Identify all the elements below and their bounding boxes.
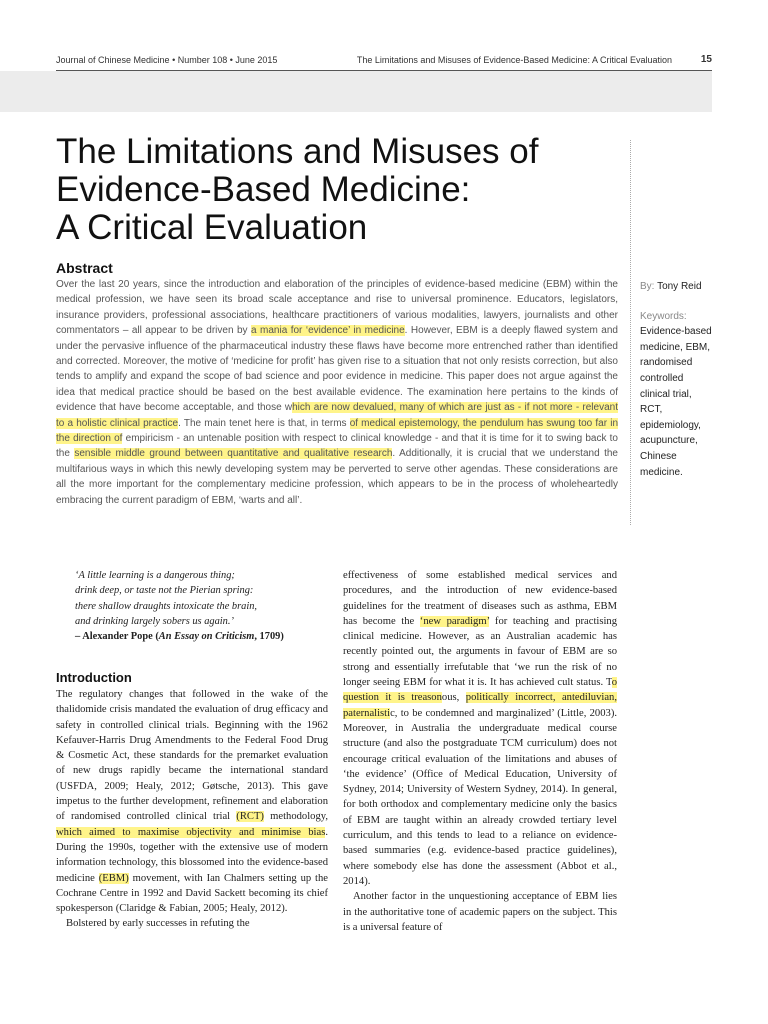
keyword-line: clinical trial, RCT, [640, 388, 692, 416]
keyword-line: acupuncture, [640, 435, 698, 447]
title-line: The Limitations and Misuses of [56, 132, 539, 171]
header-band [0, 71, 712, 112]
body-paragraph [343, 568, 617, 889]
quote-line: there shallow draughts intoxicate the brain, [75, 600, 258, 612]
text-highlight: politically incorrect, antediluvian, paternalisti [343, 692, 617, 719]
page-number: 15 [700, 54, 712, 65]
text-highlight: which aimed to maximise objectivity and minimise bias [56, 826, 326, 838]
epigraph-quote [75, 568, 337, 644]
text-run: movement, with Ian Chalmers setting up the Cochrane Centre in 1992 and David Sackett becoming its chief spokesperson (Claridge & Fabian, 2005; Healy, 2012). [56, 872, 328, 915]
abstract-highlight: hich are now devalued, many of which are just as - if not more - relevant to a holistic clinical practice [56, 402, 618, 429]
sidebar-divider [630, 140, 631, 525]
abstract-highlight: a mania for ‘evidence’ in medicine [251, 325, 405, 337]
keyword-line: Evidence-based [640, 326, 712, 338]
article-title [56, 133, 616, 247]
abstract-highlight: sensible middle ground between quantitative and qualitative research [74, 448, 393, 460]
journal-info: Journal of Chinese Medicine • Number 108 • June 2015 [56, 55, 278, 65]
author-name: Tony Reid [657, 281, 702, 292]
running-header [56, 54, 712, 68]
text-highlight: o question it is treason [343, 677, 617, 704]
attribution-suffix: , 1709) [254, 631, 284, 643]
text-run: . During the 1990s, together with the extensive use of modern information technology, this blossomed into the evidence-based medicine [56, 826, 328, 884]
abstract-segment: . The main tenet here is that, in terms [178, 417, 350, 429]
text-run: for teaching and practising clinical medicine. However, as an Australian academic has recently pointed out, the arguments in favour of EBM are so strong and essentially irrefutable that ‘we run the risk of no longer seeing EBM for what it is. It has achieved cult status. T [343, 615, 618, 689]
keywords-list [640, 324, 716, 480]
article-sidebar [640, 279, 716, 480]
abstract-highlight: of medical epistemology, the pendulum has swung too far in the direction of [56, 417, 619, 445]
intro-paragraph: Bolstered by early successes in refuting the [66, 918, 250, 930]
keywords-label: Keywords: [640, 310, 687, 322]
introduction-heading: Introduction [56, 670, 132, 685]
text-run: methodology, [263, 811, 329, 823]
right-column-body [343, 568, 617, 935]
abstract-segment: . Additionally, it is crucial that we understand the multifarious ways in which this newly developing system may be perverted to serve other agendas. These considerations are all the more important for the complementary medicine profession, which appears to be in the process of wholeheartedly embracing the current paradigm of EBM, ‘warts and all’. [56, 448, 618, 506]
attribution-prefix: – Alexander Pope ( [75, 631, 159, 643]
byline [640, 279, 716, 295]
keyword-line: controlled [640, 372, 684, 384]
left-column-body [56, 687, 328, 932]
text-run: The regulatory changes that followed in the wake of the thalidomide crisis mandated the evaluation of drug efficacy and safety in controlled clinical trials. Beginning with the 1962 Kefauver-Harris Drug Amendments to the Federal Food Drug & Cosmetic Act, these standards for the premarket evaluation of new drugs rapidly became the international standard (USFDA, 2009; Healy, 2012; Gøtsche, 2013). This gave impetus to the further development, refinement and elaboration of randomised controlled clinical trial [56, 689, 328, 823]
text-run: c, to be condemned and marginalized’ (Little, 2003). Moreover, in Australia the undergraduate medical course structure (and also the postgraduate TCM curriculum) does not encourage critical evaluation of the limitations and abuses of ‘the evidence’ (Office of Medical Education, University of Sydney, 2014; University of Western Sydney, 2014). In general, for both orthodox and complementary medicine only the basics of EBM are taught within an already crowded tertiary level curriculum, and this tends to lead to a reliance on evidence-based summaries (e.g. evidence-based practice guidelines), where somebody else has done the assessment (Abbot et al., 2014). [343, 707, 617, 887]
intro-paragraph [56, 687, 328, 916]
title-line: Evidence-Based Medicine: [56, 170, 471, 209]
keyword-line: medicine, EBM, [640, 341, 711, 353]
quote-line: drink deep, or taste not the Pierian spring: [75, 585, 254, 597]
running-article-title: The Limitations and Misuses of Evidence-Based Medicine: A Critical Evaluation [356, 55, 672, 65]
attribution-work: An Essay on Criticism [158, 631, 255, 643]
abstract-segment: empiricism - an untenable position with respect to clinical knowledge - and that it is time for it to swing back to the [56, 433, 618, 460]
abstract-segment: . However, EBM is a deeply flawed system and under the pervasive influence of the pharmaceutical industry these flaws have become more entrenched rather than identified and corrected. Moreover, the motive of ‘medicine for profit’ has given rise to a situation that not only resists correction, but also tends to amplify and expand the scope of bad science and poor evidence in medicine. This paper does not argue against the idea that medical practice should be based on the best available evidence. The examination here pertains to the kinds of evidence that have become acceptable, and those w [56, 325, 618, 414]
keyword-line: randomised [640, 357, 693, 369]
abstract-text [56, 277, 618, 508]
abstract-segment: Over the last 20 years, since the introduction and elaboration of the principles of evidence-based medicine (EBM) within the medical profession, we have seen its broad scale acceptance and rise to universal prominence. Educators, legislators, insurance providers, professional associations, healthcare practitioners of various modalities, lawyers, journalists and other commentators – all appear to be driven by [56, 279, 618, 337]
abstract-heading: Abstract [56, 260, 113, 276]
keyword-line: Chinese medicine. [640, 450, 683, 478]
text-highlight: (EBM) [98, 872, 129, 884]
text-run: ous, [441, 692, 466, 704]
text-run: effectiveness of some established medical services and procedures, and the introduction of new evidence-based guidelines for the treatment of diseases such as asthma, EBM has become the [343, 570, 617, 627]
text-highlight: ‘new paradigm’ [419, 615, 490, 627]
keyword-line: epidemiology, [640, 419, 701, 431]
text-highlight: (RCT) [236, 811, 264, 823]
quote-line: ‘A little learning is a dangerous thing; [75, 570, 235, 581]
title-line: A Critical Evaluation [56, 208, 368, 247]
quote-line: and drinking largely sobers us again.’ [75, 615, 234, 627]
body-paragraph: Another factor in the unquestioning acceptance of EBM lies in the authoritative tone of academic papers on the subject. This is a universal feature of [343, 891, 617, 933]
by-label: By: [640, 281, 655, 292]
quote-attribution [75, 629, 337, 644]
